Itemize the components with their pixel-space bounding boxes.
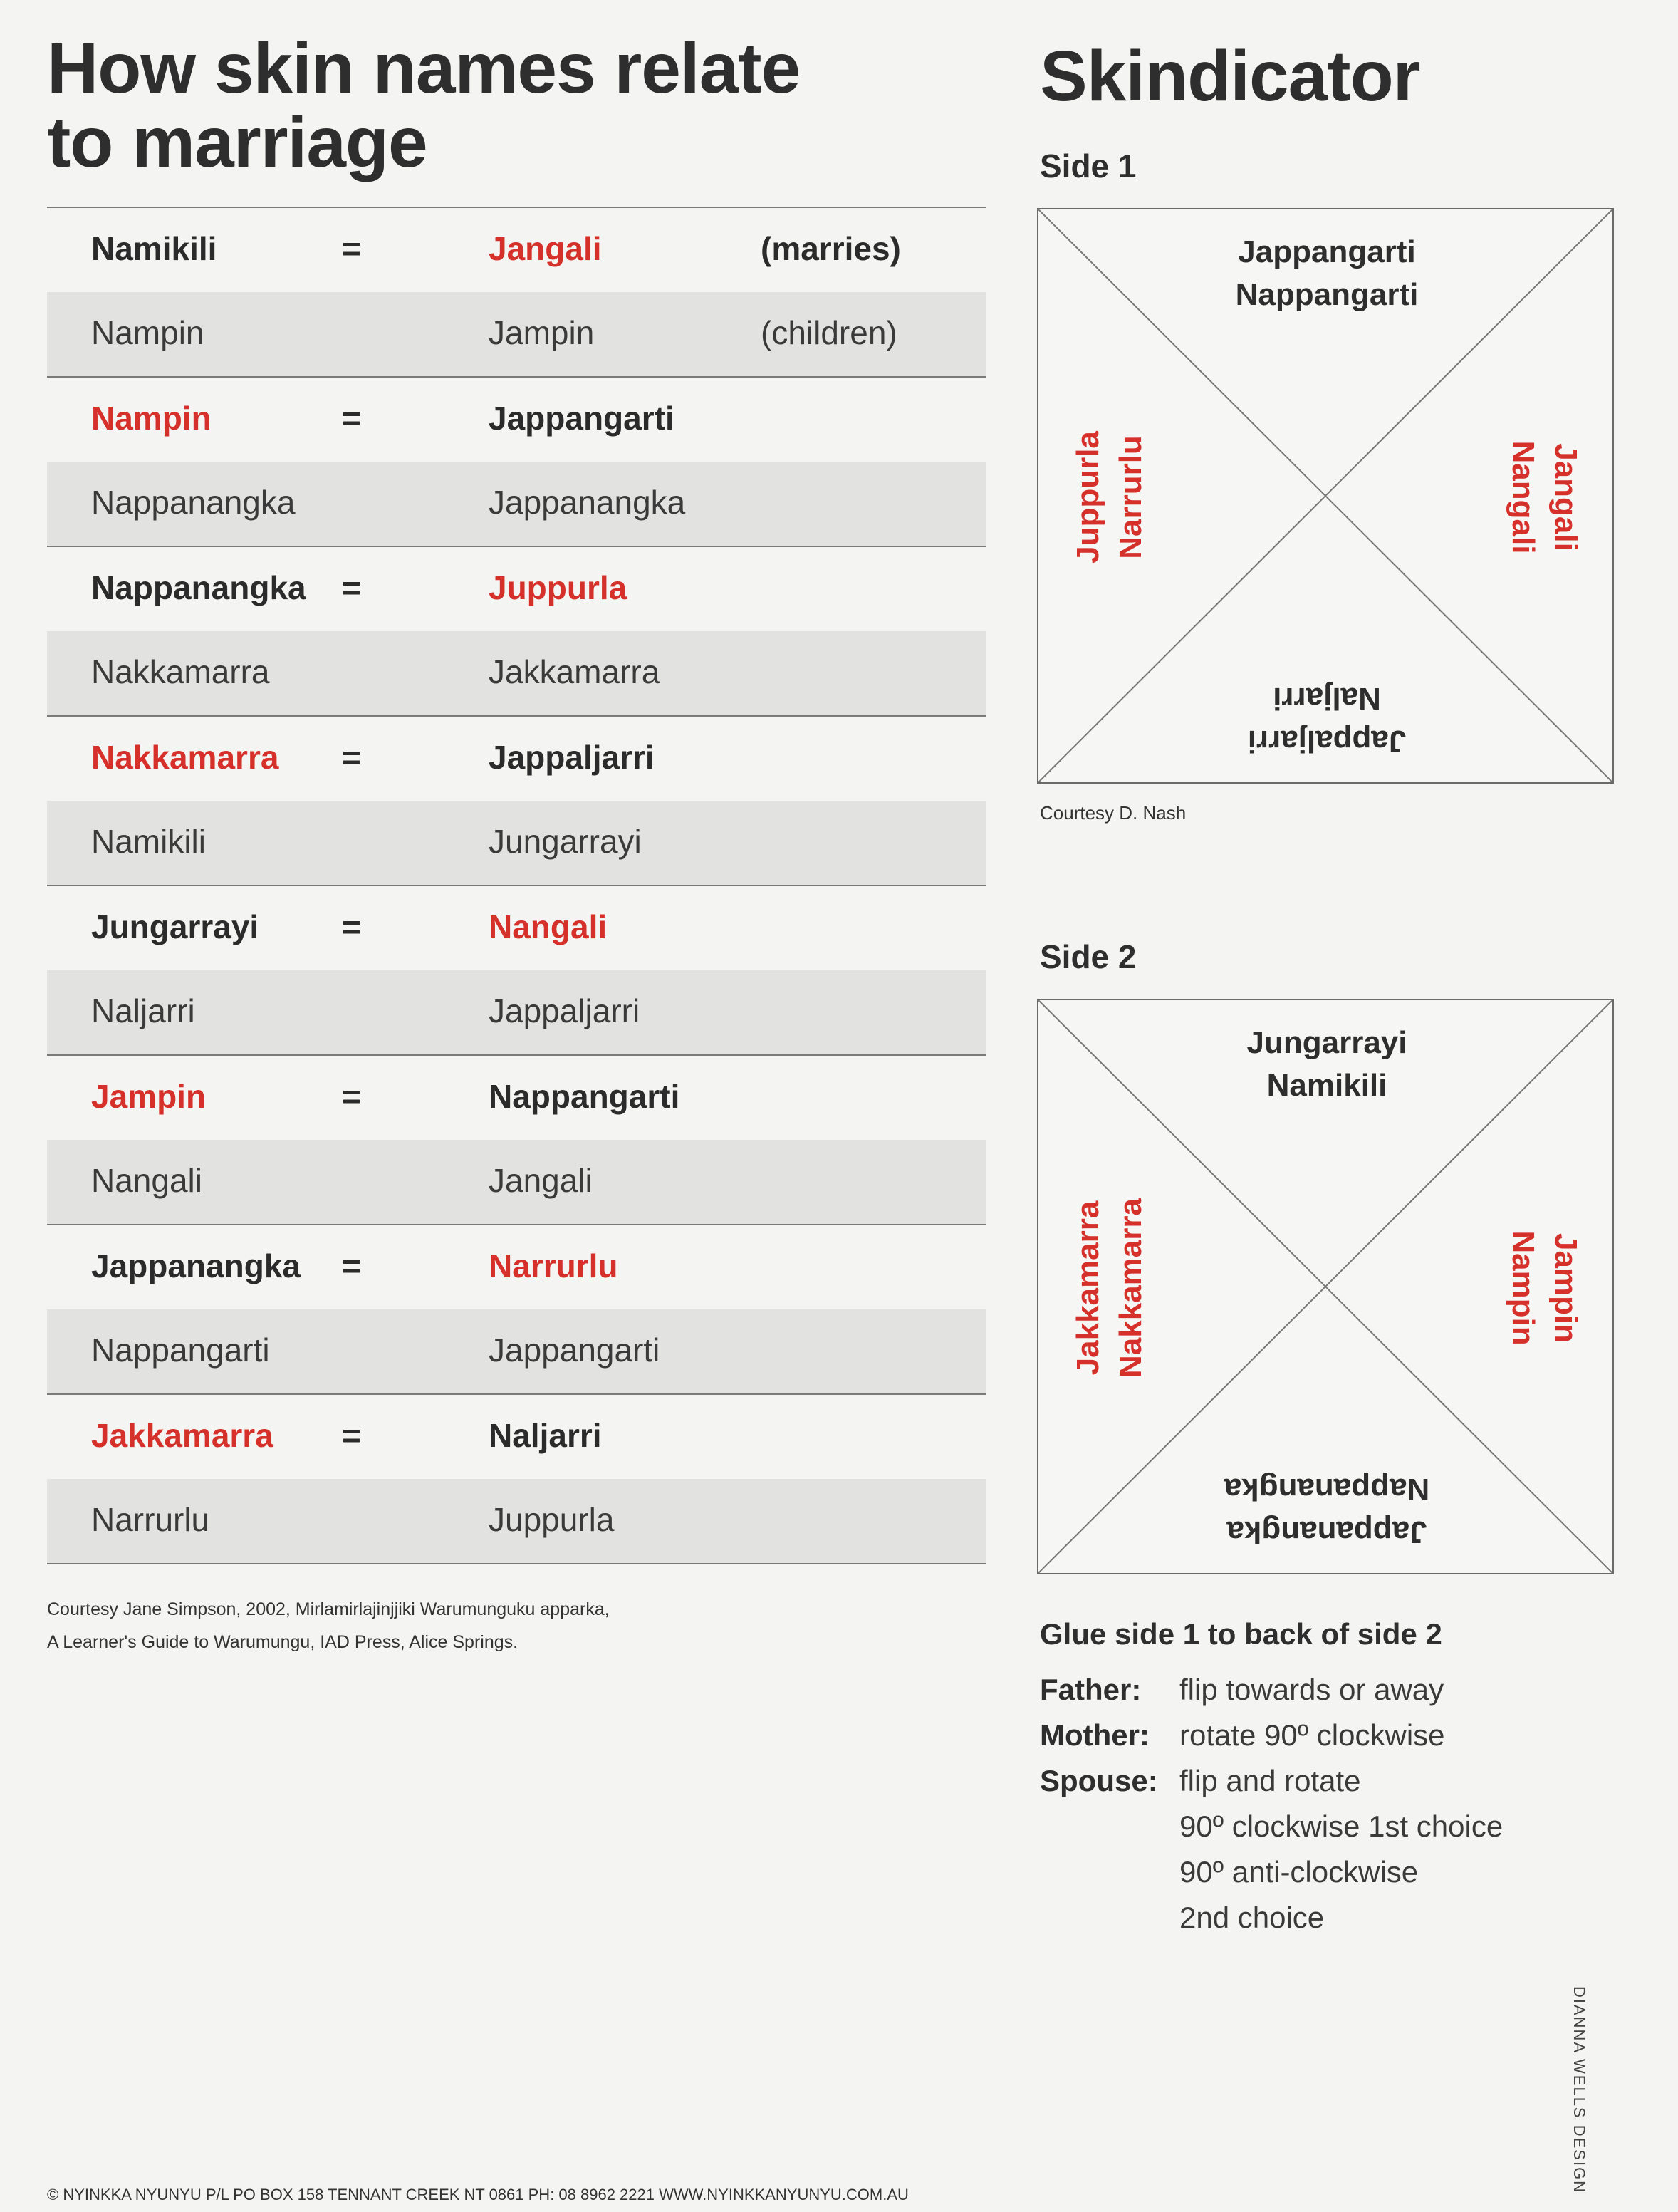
table-row-group [47, 717, 986, 886]
side-1-left-name: Juppurla [1070, 431, 1105, 564]
side-1-bottom-names [1184, 677, 1469, 762]
glue-instruction: Glue side 1 to back of side 2 [1040, 1617, 1442, 1651]
side-1-left-name: Narrurlu [1113, 435, 1148, 559]
table-row-marries [47, 1225, 986, 1309]
child-name-female: Nappanangka [91, 484, 296, 521]
equals-sign: = [342, 230, 361, 267]
side-1-top-name: Jappangarti [1238, 234, 1416, 269]
spouse-name: Narrurlu [489, 1247, 618, 1284]
marriage-table [47, 207, 986, 1564]
table-row-children [47, 1479, 986, 1564]
table-row-group [47, 886, 986, 1056]
person-name: Nampin [91, 400, 212, 437]
equals-sign: = [342, 739, 361, 776]
side-1-right-name: Nangali [1506, 440, 1541, 554]
side-1-credit: Courtesy D. Nash [1040, 802, 1187, 824]
person-name: Jampin [91, 1078, 207, 1115]
table-row-group [47, 378, 986, 547]
table-row-group [47, 1225, 986, 1395]
footer: © NYINKKA NYUNYU P/L PO BOX 158 TENNANT CREEK NT 0861 PH: 08 8962 2221 WWW.NYINKKANYUNYU.COM.AU [47, 2186, 909, 2203]
equals-sign: = [342, 1078, 361, 1115]
father-value: flip towards or away [1179, 1673, 1444, 1706]
side-1-top-name: Nappangarti [1235, 277, 1419, 312]
child-name-female: Narrurlu [91, 1501, 210, 1538]
equals-sign: = [342, 400, 361, 437]
table-row-group [47, 1056, 986, 1225]
person-name: Jappanangka [91, 1247, 301, 1284]
row-note: (children) [761, 314, 897, 351]
equals-sign: = [342, 1247, 361, 1284]
table-row-rule [47, 1563, 986, 1564]
table-row-group [47, 547, 986, 717]
side-2-left-names [1067, 1146, 1152, 1430]
father-key: Father: [1040, 1673, 1142, 1706]
side-2-right-names [1501, 1146, 1587, 1430]
side-2-label: Side 2 [1040, 938, 1137, 975]
side-2-right-name: Nampin [1506, 1230, 1541, 1346]
side-1-left-names [1067, 355, 1152, 640]
credit-line-2: A Learner's Guide to Warumungu, IAD Press, Alice Springs. [47, 1632, 518, 1652]
table-row-children [47, 631, 986, 717]
child-name-female: Nappangarti [91, 1331, 270, 1369]
child-name-female: Naljarri [91, 992, 195, 1029]
person-name: Jungarrayi [91, 908, 259, 945]
spouse-name: Jangali [489, 230, 602, 267]
spouse-line: 2nd choice [1179, 1901, 1325, 1934]
spouse-name: Nangali [489, 908, 608, 945]
table-row-marries [47, 1395, 986, 1479]
table-row-marries [47, 378, 986, 462]
designer-credit: DIANNA WELLS DESIGN [1570, 1986, 1588, 2194]
table-row-marries [47, 1056, 986, 1140]
side-2-bottom-name: Jappanangka [1226, 1515, 1427, 1549]
table-row-children [47, 292, 986, 378]
mother-key: Mother: [1040, 1718, 1150, 1752]
table-row-marries [47, 717, 986, 801]
spouse-name: Nappangarti [489, 1078, 680, 1115]
side-1-square [1037, 208, 1614, 784]
side-1-right-name: Jangali [1548, 443, 1583, 551]
title-line-1: How skin names relate [47, 28, 801, 108]
side-2-square [1037, 999, 1614, 1574]
side-1-label: Side 1 [1040, 147, 1137, 185]
father-instruction [1040, 1667, 1624, 1713]
equals-sign: = [342, 1417, 361, 1454]
spouse-name: Juppurla [489, 569, 627, 606]
table-credit [47, 1593, 973, 1658]
child-name-male: Jappangarti [489, 1331, 660, 1369]
instructions [1040, 1617, 1624, 1941]
title-line-2: to marriage [47, 103, 427, 182]
equals-sign: = [342, 908, 361, 945]
side-2-left-name: Jakkamarra [1070, 1200, 1105, 1376]
side-2-bottom-name: Nappanangka [1224, 1472, 1430, 1507]
table-row-children [47, 970, 986, 1056]
spouse-line: flip and rotate [1179, 1764, 1361, 1797]
child-name-male: Jampin [489, 314, 595, 351]
child-name-male: Jakkamarra [489, 653, 660, 690]
child-name-male: Jappaljarri [489, 992, 640, 1029]
person-name: Nakkamarra [91, 739, 279, 776]
spouse-name: Jappaljarri [489, 739, 655, 776]
side-2-top-name: Jungarrayi [1246, 1025, 1407, 1060]
child-name-male: Jangali [489, 1162, 593, 1199]
spouse-line: 90º clockwise 1st choice [1179, 1809, 1504, 1843]
side-1-top-names [1184, 231, 1469, 316]
side-2-right-name: Jampin [1548, 1232, 1583, 1344]
spouse-key: Spouse: [1040, 1764, 1158, 1797]
table-row-marries [47, 208, 986, 292]
table-row-group [47, 208, 986, 378]
table-row-children [47, 801, 986, 886]
side-2-top-names [1184, 1022, 1469, 1107]
spouse-name: Naljarri [489, 1417, 602, 1454]
spouse-instruction [1040, 1758, 1624, 1941]
person-name: Namikili [91, 230, 217, 267]
side-1-right-names [1501, 355, 1587, 640]
child-name-female: Nangali [91, 1162, 202, 1199]
spouse-line: 90º anti-clockwise [1179, 1855, 1419, 1889]
spouse-value [1179, 1758, 1503, 1941]
page-title [47, 28, 973, 182]
side-1-bottom-name: Jappaljarri [1247, 724, 1407, 759]
table-row-children [47, 462, 986, 547]
child-name-male: Juppurla [489, 1501, 615, 1538]
table-row-children [47, 1309, 986, 1395]
side-2-left-name: Nakkamarra [1113, 1198, 1148, 1378]
table-row-group [47, 1395, 986, 1564]
equals-sign: = [342, 569, 361, 606]
credit-line-1: Courtesy Jane Simpson, 2002, Mirlamirlajinjjiki Warumunguku apparka, [47, 1599, 610, 1619]
side-2-bottom-names [1184, 1468, 1469, 1553]
child-name-male: Jungarrayi [489, 823, 642, 860]
table-row-marries [47, 886, 986, 970]
mother-instruction [1040, 1713, 1624, 1758]
person-name: Jakkamarra [91, 1417, 273, 1454]
table-row-children [47, 1140, 986, 1225]
side-1-bottom-name: Naljarri [1273, 681, 1381, 716]
child-name-female: Namikili [91, 823, 206, 860]
child-name-female: Nampin [91, 314, 204, 351]
person-name: Nappanangka [91, 569, 306, 606]
side-2-top-name: Namikili [1266, 1068, 1387, 1103]
child-name-male: Jappanangka [489, 484, 686, 521]
mother-value: rotate 90º clockwise [1179, 1718, 1445, 1752]
table-row-marries [47, 547, 986, 631]
spouse-name: Jappangarti [489, 400, 674, 437]
skindicator-title: Skindicator [1040, 36, 1420, 116]
row-note: (marries) [761, 230, 901, 267]
child-name-female: Nakkamarra [91, 653, 270, 690]
